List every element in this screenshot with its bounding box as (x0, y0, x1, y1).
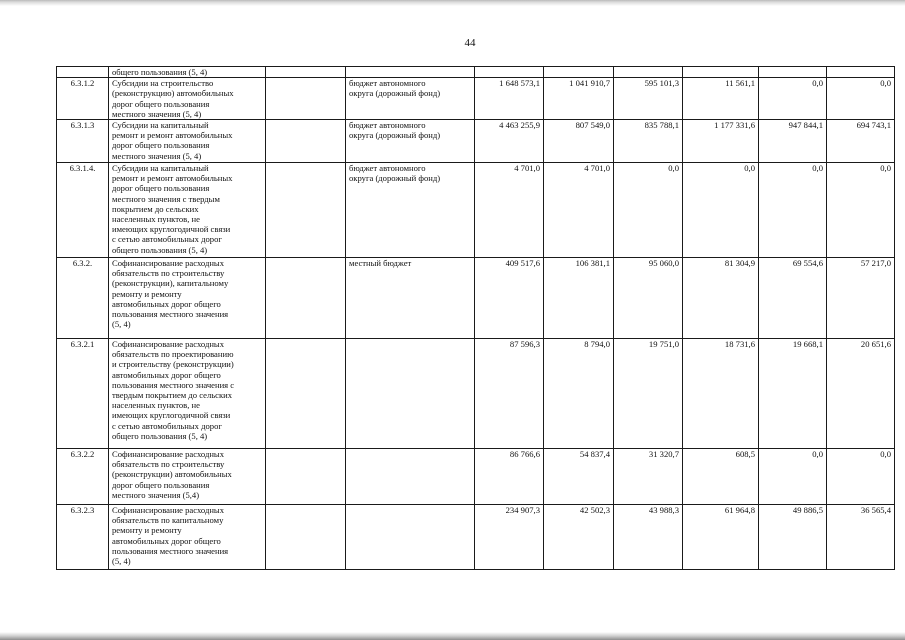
row-value-4: 0,0 (683, 163, 759, 258)
row-value-4: 11 561,1 (683, 78, 759, 120)
row-value-3: 595 101,3 (614, 78, 683, 120)
scan-edge-top (0, 0, 905, 6)
row-number: 6.3.2. (57, 258, 109, 339)
row-value-1: 87 596,3 (475, 339, 544, 449)
description-line: ремонт и ремонт автомобильных (112, 130, 233, 141)
row-value-3: 43 988,3 (614, 505, 683, 570)
row-number: 6.3.1.3 (57, 120, 109, 163)
row-description (109, 78, 266, 120)
description-line: (5, 4) (112, 319, 131, 330)
description-line: (реконструкции) автомобильных (112, 469, 232, 480)
row-number: 6.3.2.3 (57, 505, 109, 570)
row-value-6: 57 217,0 (827, 258, 895, 339)
description-line: общего пользования (5, 4) (112, 67, 208, 77)
row-value-6: 0,0 (827, 78, 895, 120)
funding-source-line: округа (дорожный фонд) (349, 88, 441, 99)
description-line: местного значения с твердым (112, 193, 220, 204)
description-line: местного значения (5,4) (112, 489, 200, 500)
row-empty-cell (266, 78, 346, 120)
row-value-2: 54 837,4 (544, 449, 614, 505)
row-value-6: 20 651,6 (827, 339, 895, 449)
funding-source-line: местный бюджет (349, 258, 412, 269)
funding-source-line: бюджет автономного (349, 78, 426, 89)
funding-source-line: округа (дорожный фонд) (349, 130, 441, 141)
description-line: дорог общего пользования (112, 183, 210, 194)
description-line: пользования местного значения (112, 309, 229, 320)
description-line: с сетью автомобильных дорог (112, 420, 222, 431)
description-line: Софинансирование расходных (112, 339, 225, 350)
row-value-3: 95 060,0 (614, 258, 683, 339)
row-value-5: 0,0 (759, 449, 827, 505)
row-value-5: 947 844,1 (759, 120, 827, 163)
row-value-3: 19 751,0 (614, 339, 683, 449)
row-description (109, 505, 266, 570)
row-description (109, 449, 266, 505)
row-value-1: 4 701,0 (475, 163, 544, 258)
description-line: ремонту и ремонту (112, 525, 182, 536)
description-line: ремонту и ремонту (112, 288, 182, 299)
description-line: автомобильных дорог общего (112, 535, 221, 546)
description-line: дорог общего пользования (112, 140, 210, 151)
table-row (57, 67, 895, 78)
row-funding-source (346, 120, 475, 163)
description-line: местного значения (5, 4) (112, 108, 202, 119)
description-line: Субсидии на строительство (112, 78, 214, 89)
row-value-4: 81 304,9 (683, 258, 759, 339)
description-line: пользования местного значения (112, 545, 229, 556)
description-line: населенных пунктов, не (112, 214, 200, 225)
table-body (57, 67, 895, 570)
row-value-6: 0,0 (827, 449, 895, 505)
funding-source-line: бюджет автономного (349, 163, 426, 174)
description-line: Софинансирование расходных (112, 449, 225, 460)
row-value-4: 61 964,8 (683, 505, 759, 570)
description-line: местного значения (5, 4) (112, 150, 202, 161)
row-empty-cell (266, 339, 346, 449)
row-description (109, 163, 266, 258)
row-value-5 (759, 67, 827, 78)
description-line: обязательств по строительству (112, 459, 225, 470)
row-number (57, 67, 109, 78)
row-value-1 (475, 67, 544, 78)
row-value-4: 18 731,6 (683, 339, 759, 449)
description-line: и строительству (реконструкции) (112, 359, 234, 370)
description-line: автомобильных дорог общего (112, 369, 221, 380)
row-value-4 (683, 67, 759, 78)
row-value-2: 1 041 910,7 (544, 78, 614, 120)
row-value-5: 0,0 (759, 78, 827, 120)
row-empty-cell (266, 449, 346, 505)
description-line: имеющих круглогодичной связи (112, 224, 231, 235)
table-row (57, 505, 895, 570)
row-value-6: 36 565,4 (827, 505, 895, 570)
table-row (57, 258, 895, 339)
row-empty-cell (266, 67, 346, 78)
row-value-3 (614, 67, 683, 78)
description-line: (реконструкции), капитальному (112, 278, 229, 289)
row-value-4: 608,5 (683, 449, 759, 505)
description-line: Софинансирование расходных (112, 505, 225, 516)
row-empty-cell (266, 120, 346, 163)
description-line: ремонт и ремонт автомобильных (112, 173, 233, 184)
description-line: автомобильных дорог общего (112, 298, 221, 309)
scan-edge-bottom (0, 632, 905, 640)
row-number: 6.3.1.2 (57, 78, 109, 120)
row-value-3: 0,0 (614, 163, 683, 258)
row-funding-source (346, 67, 475, 78)
row-value-3: 31 320,7 (614, 449, 683, 505)
row-empty-cell (266, 505, 346, 570)
row-description (109, 339, 266, 449)
table-row (57, 163, 895, 258)
row-funding-source (346, 449, 475, 505)
row-value-5: 19 668,1 (759, 339, 827, 449)
row-value-6: 694 743,1 (827, 120, 895, 163)
description-line: (5, 4) (112, 556, 131, 567)
row-funding-source (346, 339, 475, 449)
row-description (109, 258, 266, 339)
budget-table (56, 66, 895, 570)
description-line: обязательств по строительству (112, 268, 225, 279)
row-value-2: 807 549,0 (544, 120, 614, 163)
description-line: дорог общего пользования (112, 479, 210, 490)
description-line: обязательств по проектированию (112, 349, 234, 360)
description-line: Субсидии на капитальный (112, 163, 209, 174)
row-number: 6.3.1.4. (57, 163, 109, 258)
row-number: 6.3.2.2 (57, 449, 109, 505)
description-line: Софинансирование расходных (112, 258, 225, 269)
row-value-2: 42 502,3 (544, 505, 614, 570)
row-value-3: 835 788,1 (614, 120, 683, 163)
description-line: населенных пунктов, не (112, 400, 200, 411)
description-line: пользования местного значения с (112, 379, 235, 390)
row-value-1: 86 766,6 (475, 449, 544, 505)
description-line: имеющих круглогодичной связи (112, 410, 231, 421)
description-line: обязательств по капитальному (112, 515, 224, 526)
row-value-1: 409 517,6 (475, 258, 544, 339)
row-funding-source (346, 163, 475, 258)
row-value-1: 1 648 573,1 (475, 78, 544, 120)
funding-source-line: округа (дорожный фонд) (349, 173, 441, 184)
row-value-6 (827, 67, 895, 78)
row-value-5: 69 554,6 (759, 258, 827, 339)
description-line: общего пользования (5, 4) (112, 430, 208, 441)
row-empty-cell (266, 258, 346, 339)
description-line: общего пользования (5, 4) (112, 244, 208, 255)
row-description (109, 120, 266, 163)
row-empty-cell (266, 163, 346, 258)
table-row (57, 449, 895, 505)
row-number: 6.3.2.1 (57, 339, 109, 449)
description-line: с сетью автомобильных дорог (112, 234, 222, 245)
row-funding-source (346, 78, 475, 120)
row-value-1: 234 907,3 (475, 505, 544, 570)
row-value-5: 0,0 (759, 163, 827, 258)
table-row (57, 339, 895, 449)
description-line: дорог общего пользования (112, 98, 210, 109)
description-line: Субсидии на капитальный (112, 120, 209, 131)
row-value-2 (544, 67, 614, 78)
row-funding-source (346, 258, 475, 339)
row-value-5: 49 886,5 (759, 505, 827, 570)
table-row (57, 78, 895, 120)
description-line: твердым покрытием до сельских (112, 390, 233, 401)
row-value-2: 8 794,0 (544, 339, 614, 449)
table-row (57, 120, 895, 163)
row-value-4: 1 177 331,6 (683, 120, 759, 163)
funding-source-line: бюджет автономного (349, 120, 426, 131)
page-number: 44 (464, 37, 476, 49)
description-line: (реконструкцию) автомобильных (112, 88, 234, 99)
row-value-2: 106 381,1 (544, 258, 614, 339)
row-value-1: 4 463 255,9 (475, 120, 544, 163)
row-description (109, 67, 266, 78)
row-value-6: 0,0 (827, 163, 895, 258)
row-funding-source (346, 505, 475, 570)
row-value-2: 4 701,0 (544, 163, 614, 258)
description-line: покрытием до сельских (112, 203, 199, 214)
